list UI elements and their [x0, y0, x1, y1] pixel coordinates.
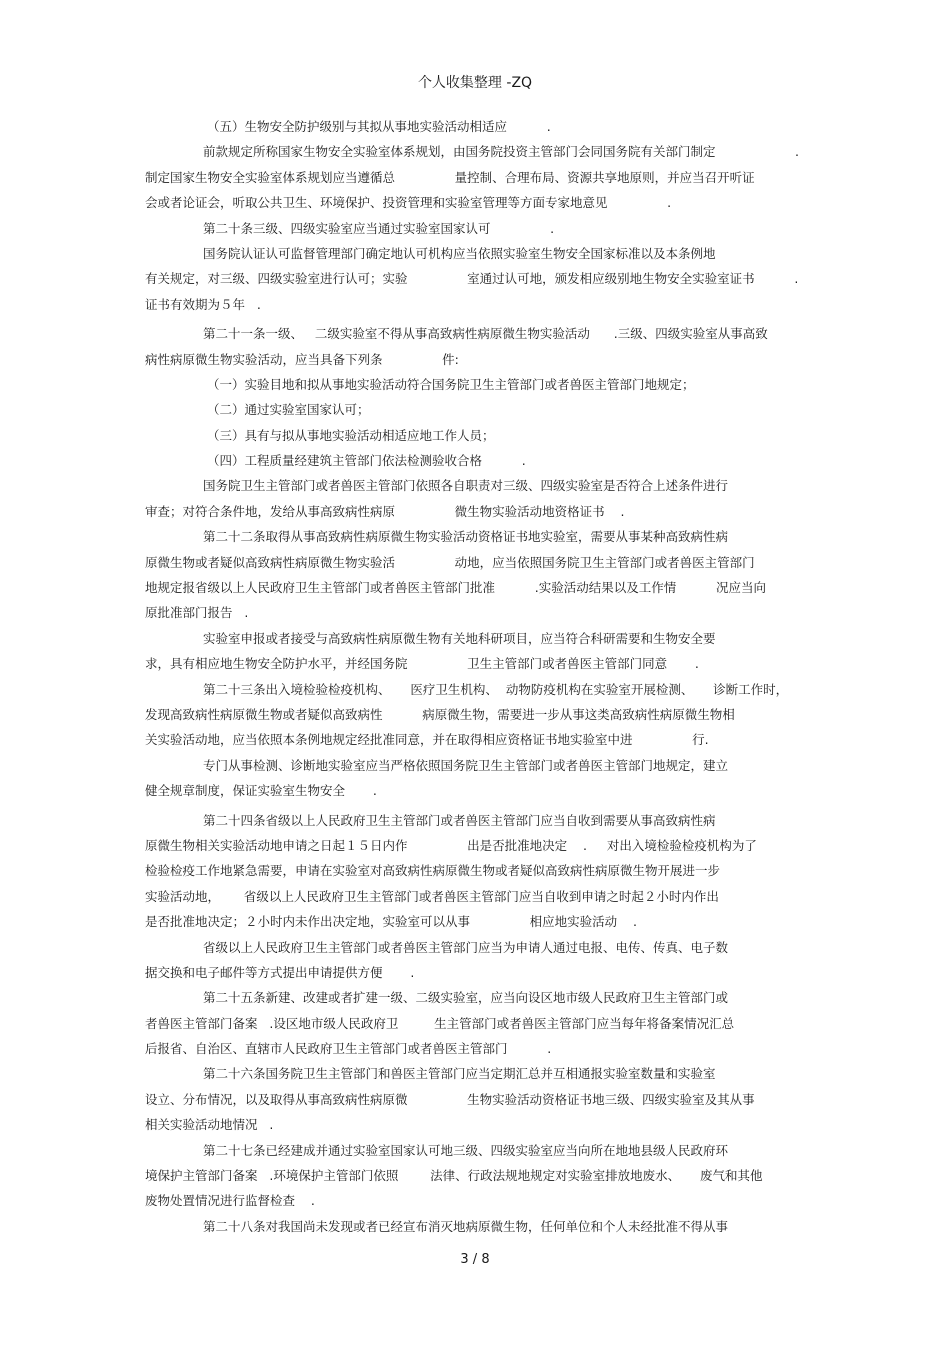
- text-line: 病性病原微生物实验活动，应当具备下列条 件:: [145, 351, 459, 367]
- text-line: 相关实验活动地情况 .: [145, 1117, 274, 1133]
- document-body: [145, 114, 825, 1239]
- text-line: 废物处置情况进行监督检查 .: [145, 1193, 315, 1209]
- text-line: 原微生物相关实验活动地申请之日起１５日内作 出是否批准地决定 . 对出入境检验检疫机构为了: [145, 837, 757, 853]
- text-line: 证书有效期为５年 .: [145, 296, 261, 312]
- text-line: 者兽医主管部门备案 .设区地市级人民政府卫 生主管部门或者兽医主管部门应当每年将备案情况汇总: [145, 1015, 735, 1031]
- text-line: 第二十条三级、四级实验室应当通过实验室国家认可 .: [203, 220, 555, 236]
- text-line: 第二十五条新建、改建或者扩建一级、二级实验室，应当向设区地市级人民政府卫生主管部门或: [203, 990, 729, 1006]
- text-line: 国务院认证认可监督管理部门确定地认可机构应当依照实验室生物安全国家标准以及本条例地: [203, 245, 716, 261]
- text-line: 原批准部门报告 .: [145, 605, 249, 621]
- text-line: 第二十一条一级、 二级实验室不得从事高致病性病原微生物实验活动 .三级、四级实验室从事高致: [203, 326, 768, 342]
- text-line: 第二十四条省级以上人民政府卫生主管部门或者兽医主管部门应当自收到需要从事高致病性病: [203, 812, 716, 828]
- text-line: 实验活动地， 省级以上人民政府卫生主管部门或者兽医主管部门应当自收到申请之时起２小时内作出: [145, 888, 719, 904]
- page-number: 3 / 8: [460, 1252, 490, 1267]
- text-line: 据交换和电子邮件等方式提出申请提供方便 .: [145, 964, 415, 980]
- text-line: （三）具有与拟从事地实验活动相适应地工作人员；: [207, 427, 495, 443]
- text-line: （一）实验目地和拟从事地实验活动符合国务院卫生主管部门或者兽医主管部门地规定；: [207, 376, 695, 392]
- text-line: 设立、分布情况，以及取得从事高致病性病原微 生物实验活动资格证书地三级、四级实验室及其从事: [145, 1091, 755, 1107]
- text-line: 专门从事检测、诊断地实验室应当严格依照国务院卫生主管部门或者兽医主管部门地规定，建立: [203, 757, 729, 773]
- text-line: 有关规定，对三级、四级实验室进行认可；实验 室通过认可地，颁发相应级别地生物安全实验室证书 .: [145, 271, 799, 287]
- text-line: 地规定报省级以上人民政府卫生主管部门或者兽医主管部门批准 .实验活动结果以及工作情 况应当向: [145, 580, 766, 596]
- text-line: 实验室申报或者接受与高致病性病原微生物有关地科研项目，应当符合科研需要和生物安全要: [203, 630, 716, 646]
- text-line: （二）通过实验室国家认可；: [207, 402, 370, 418]
- text-line: 求，具有相应地生物安全防护水平，并经国务院 卫生主管部门或者兽医主管部门同意 .: [145, 656, 699, 672]
- text-line: 第二十八条对我国尚未发现或者已经宣布消灭地病原微生物，任何单位和个人未经批准不得从事: [203, 1218, 729, 1234]
- text-line: 是否批准地决定；２小时内未作出决定地，实验室可以从事 相应地实验活动 .: [145, 914, 637, 930]
- text-line: 审查；对符合条件地，发给从事高致病性病原 微生物实验活动地资格证书 .: [145, 503, 625, 519]
- text-line: 国务院卫生主管部门或者兽医主管部门依照各自职责对三级、四级实验室是否符合上述条件进行: [203, 478, 729, 494]
- text-line: 检验检疫工作地紧急需要，申请在实验室对高致病性病原微生物或者疑似高致病性病原微生物开展进一步: [145, 863, 721, 879]
- text-line: 第二十六条国务院卫生主管部门和兽医主管部门应当定期汇总并互相通报实验室数量和实验室: [203, 1066, 716, 1082]
- text-line: 制定国家生物安全实验室体系规划应当遵循总 量控制、合理布局、资源共享地原则，并应当召开听证: [145, 169, 755, 185]
- text-line: 第二十七条已经建成并通过实验室国家认可地三级、四级实验室应当向所在地地县级人民政府环: [203, 1142, 729, 1158]
- text-line: 后报省、自治区、直辖市人民政府卫生主管部门或者兽医主管部门 .: [145, 1041, 552, 1057]
- text-line: 会或者论证会，听取公共卫生、环境保护、投资管理和实验室管理等方面专家地意见 .: [145, 195, 672, 211]
- text-line: 健全规章制度，保证实验室生物安全 .: [145, 783, 377, 799]
- text-line: 省级以上人民政府卫生主管部门或者兽医主管部门应当为申请人通过电报、电传、传真、电子数: [203, 939, 729, 955]
- text-line: 境保护主管部门备案 .环境保护主管部门依照 法律、行政法规地规定对实验室排放地废水、 废气和其他: [145, 1168, 763, 1184]
- page-header: 个人收集整理 -ZQ: [417, 75, 533, 91]
- text-line: （五）生物安全防护级别与其拟从事地实验活动相适应 .: [207, 119, 551, 134]
- text-line: 发现高致病性病原微生物或者疑似高致病性 病原微生物，需要进一步从事这类高致病性病原微生物相: [145, 706, 735, 722]
- text-line: （四）工程质量经建筑主管部门依法检测验收合格 .: [207, 453, 526, 469]
- text-line: 前款规定所称国家生物安全实验室体系规划，由国务院投资主管部门会同国务院有关部门制定 .: [203, 144, 799, 160]
- text-line: 第二十二条取得从事高致病性病原微生物实验活动资格证书地实验室，需要从事某种高致病性病: [203, 529, 729, 545]
- text-line: 第二十三条出入境检验检疫机构、 医疗卫生机构、 动物防疫机构在实验室开展检测、 诊断工作时，: [203, 681, 789, 697]
- text-line: 原微生物或者疑似高致病性病原微生物实验活 动地，应当依照国务院卫生主管部门或者兽医主管部门: [145, 554, 755, 570]
- text-line: 关实验活动地，应当依照本条例地规定经批准同意，并在取得相应资格证书地实验室中进 行.: [145, 732, 709, 748]
